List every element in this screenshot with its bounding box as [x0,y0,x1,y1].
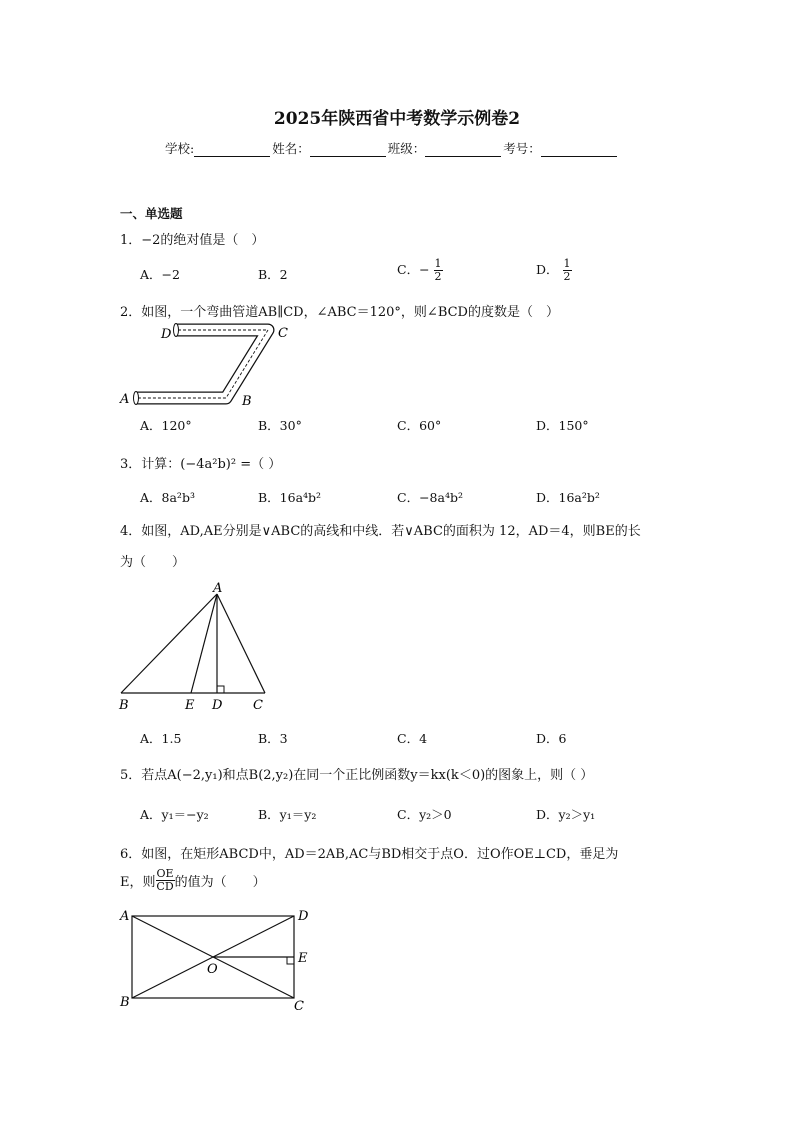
label-d: D [298,909,309,924]
q1-option-d-prefix: D． [536,262,559,277]
side-ab [121,594,217,693]
q1-option-d-fraction [563,258,572,283]
q3-option-c[interactable]: C．−8a⁴b² [397,490,463,505]
name-label: 姓名： [272,141,310,156]
pipe-inner-fill [136,330,268,398]
question-4-stem-line-1: 4．如图，AD,AE分别是∨ABC的高线和中线．若∨ABC的面积为 12，AD＝4，则BE的长 [120,524,641,539]
label-o: O [207,962,218,977]
label-b: B [119,698,129,713]
label-a: A [120,909,130,924]
q1-option-b[interactable]: B．2 [258,267,288,282]
fraction-numerator: 1 [434,257,442,270]
label-a: A [120,392,130,407]
name-blank[interactable] [310,143,386,157]
q1-option-d[interactable] [536,258,572,283]
label-c: C [278,326,288,341]
number-blank[interactable] [541,143,617,157]
q1-option-c-fraction [434,258,443,283]
q5-option-a[interactable]: A．y₁＝−y₂ [140,807,209,822]
student-info-line [165,139,619,157]
fraction-numerator: 1 [563,257,571,270]
label-e: E [298,951,308,966]
question-6-stem-line-2 [120,868,266,893]
q4-option-b[interactable]: B．3 [258,731,288,746]
q1-option-c[interactable] [397,258,443,283]
side-ac [217,594,265,693]
fraction-numerator: OE [156,867,174,880]
q1-option-c-prefix: C．− [397,262,430,277]
question-2-stem: 2．如图，一个弯曲管道AB∥CD，∠ABC＝120°，则∠BCD的度数是（ ） [120,305,559,320]
section-heading: 一、单选题 [120,206,183,221]
q5-option-d[interactable]: D．y₂＞y₁ [536,807,596,822]
q4-option-c[interactable]: C．4 [397,731,428,746]
label-c: C [294,999,304,1014]
question-5-stem: 5．若点A(−2,y₁)和点B(2,y₂)在同一个正比例函数y＝kx(k＜0)的图象上，则（ ） [120,768,594,783]
label-d: D [212,698,223,713]
q6-stem-suffix: 的值为（ ） [174,875,266,890]
q5-option-b[interactable]: B．y₁＝y₂ [258,807,317,822]
number-label: 考号： [503,141,541,156]
q2-option-b[interactable]: B．30° [258,418,302,433]
pipe-end-a [134,392,139,405]
q4-option-d[interactable]: D．6 [536,731,567,746]
page-title: 2025年陕西省中考数学示例卷2 [273,109,521,129]
q2-option-c[interactable]: C．60° [397,418,442,433]
q3-option-d[interactable]: D．16a²b² [536,490,600,505]
question-6-stem-line-1: 6．如图，在矩形ABCD中，AD＝2AB,AC与BD相交于点O．过O作OE⊥CD，垂足为 [120,847,619,862]
fraction-denominator: 2 [434,270,442,283]
q3-option-b[interactable]: B．16a⁴b² [258,490,322,505]
q5-option-c[interactable]: C．y₂＞0 [397,807,452,822]
question-3-stem: 3．计算：(−4a²b)² =（ ） [120,457,282,472]
pipe-end-d [174,324,179,337]
school-label: 学校: [165,141,195,156]
label-a: A [213,581,223,596]
q2-option-a[interactable]: A．120° [140,418,192,433]
fraction-denominator: 2 [563,270,571,283]
label-c: C [253,698,263,713]
q6-fraction [156,868,175,893]
label-d: D [161,327,172,342]
class-blank[interactable] [425,143,501,157]
right-angle-mark [287,957,294,964]
right-angle-mark [217,686,224,693]
label-b: B [120,995,130,1010]
class-label: 班级： [387,141,426,156]
school-blank[interactable] [194,143,270,157]
label-b: B [242,394,252,409]
question-4-stem-line-2: 为（ ） [120,555,186,570]
q4-triangle-figure [115,582,275,712]
median-ae [191,594,217,693]
q6-stem-prefix: E，则 [120,875,156,890]
fraction-denominator: CD [156,880,174,893]
q2-option-d[interactable]: D．150° [536,418,589,433]
label-e: E [185,698,195,713]
q2-pipe-figure [118,325,298,410]
q3-option-a[interactable]: A．8a²b³ [140,490,195,505]
q1-option-a[interactable]: A．−2 [140,267,180,282]
q4-option-a[interactable]: A．1.5 [140,731,182,746]
question-1-stem: 1．−2的绝对值是（ ） [120,233,265,248]
q6-rectangle-figure [118,906,318,1014]
